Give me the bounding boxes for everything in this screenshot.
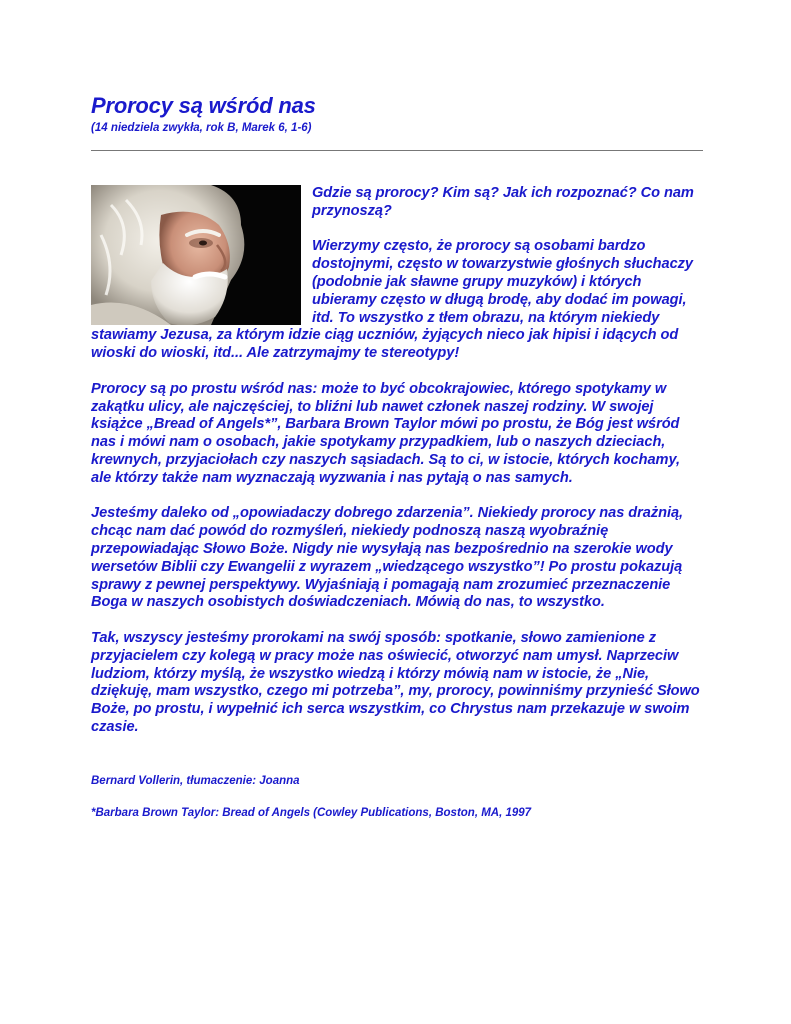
page-title: Prorocy są wśród nas — [91, 93, 316, 118]
article-body — [91, 185, 703, 820]
author-signature: Bernard Vollerin, tłumaczenie: Joanna — [91, 774, 300, 787]
paragraph-1: Gdzie są prorocy? Kim są? Jak ich rozpoznać? Co nam przynoszą? — [312, 185, 694, 219]
page-subtitle: (14 niedziela zwykła, rok B, Marek 6, 1-6) — [91, 122, 312, 134]
paragraph-5: Tak, wszyscy jesteśmy prorokami na swój sposób: spotkanie, słowo zamienione z przyjacielem czy kolegą w pracy może nas oświecić, otworzyć nam umysł. Naprzeciw ludziom, którzy myślą, że wszystko wiedzą i którzy mówią nam w istocie, że „Nie, dziękuję, mam wszystko, czego mi potrzeba”, my, prorocy, powinniśmy przynieść Słowo Boże, po prostu, i wypełnić ich serca wszystkim, co Chrystus nam przekazuje w swoim czasie. — [91, 629, 700, 735]
portrait-image — [91, 185, 301, 325]
paragraph-4: Jesteśmy daleko od „opowiadaczy dobrego zdarzenia”. Niekiedy prorocy nas drażnią, chcąc nam dać powód do rozmyśleń, niekiedy podnoszą naszą wyobraźnię przepowiadając Słowo Boże. Nigdy nie wysyłają nas bezpośrednio na szerokie wody wersetów Biblii czy Ewangelii z wyrazem „wiedzącego wszystko”! Po prostu pokazują sprawy z pewnej perspektywy. Wyjaśniają i pomagają nam zrozumieć przeznaczenie Boga w naszych osobistych doświadczeniach. Mówią do nas, to wszystko. — [91, 505, 684, 611]
document-page — [91, 92, 703, 820]
paragraph-2: Wierzymy często, że prorocy są osobami bardzo dostojnymi, często w towarzystwie głośnych słuchaczy (podobnie jak sławne grupy muzyków) i których ubieramy często w długą brodę, aby dodać im powagi, itd. To wszystko z tłem obrazu, na którym niekiedy stawiamy Jezusa, za którym idzie ciąg uczniów, żyjących nieco jak hipisi i idących od wioski do wioski, itd... Ale zatrzymajmy te stereotypy! — [91, 238, 693, 362]
horizontal-rule — [91, 150, 703, 151]
prophet-portrait-photo — [91, 185, 301, 325]
footnote: *Barbara Brown Taylor: Bread of Angels (Cowley Publications, Boston, MA, 1997 — [91, 806, 532, 819]
paragraph-3: Prorocy są po prostu wśród nas: może to być obcokrajowiec, którego spotykamy w zakątku ulicy, ale najczęściej, to bliźni lub nawet członek naszej rodziny. W swojej książce „Bread of Angels*”, Barbara Brown Taylor mówi po prostu, że Bóg jest wśród nas i mówi nam o osobach, jakie spotykamy przypadkiem, lub o naszych dzieciach, krewnych, przyjaciołach czy naszych sąsiadach. Są to ci, w istocie, których kochamy, ale którzy także nam wyznaczają wyzwania i nas pytają o nas samych. — [91, 380, 680, 486]
